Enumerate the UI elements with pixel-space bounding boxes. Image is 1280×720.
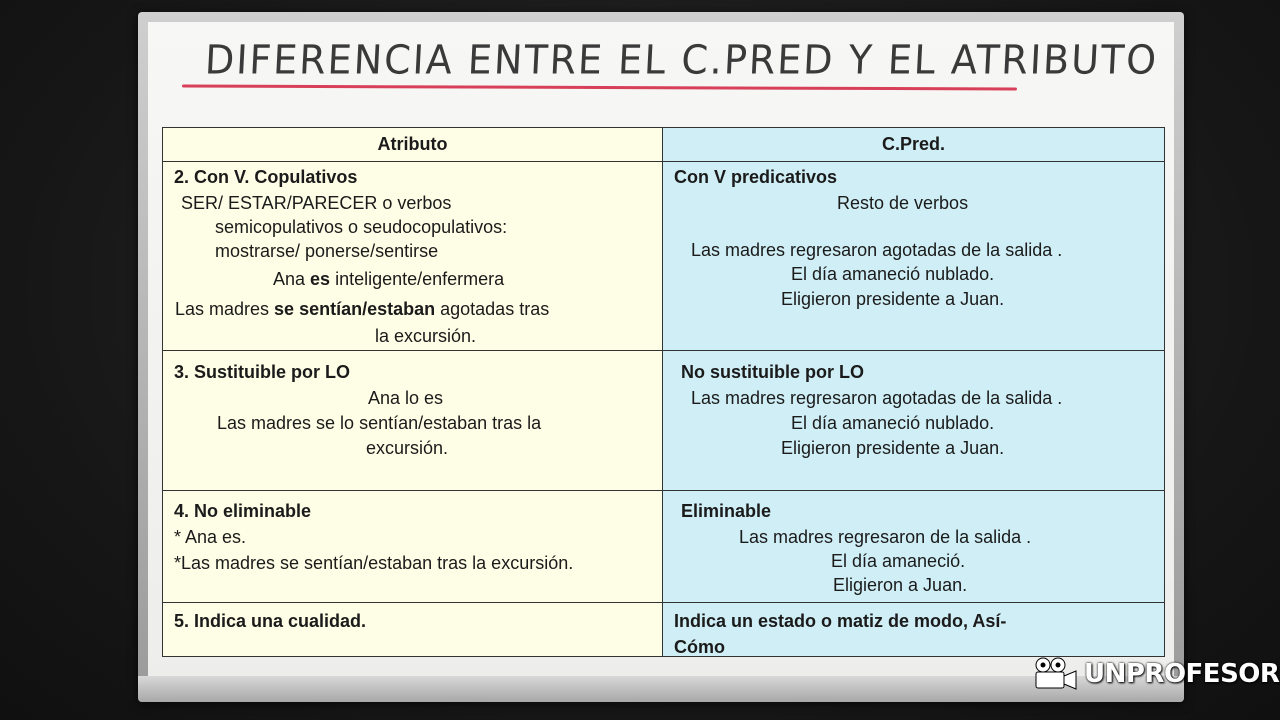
cell-cpred-predicativos	[663, 162, 1165, 351]
cell-cpred-no-sustituible	[663, 351, 1165, 491]
cell-atributo-copulativos	[163, 162, 663, 351]
board-title: DIFERENCIA ENTRE EL C.PRED Y EL ATRIBUTO	[203, 36, 1160, 84]
cell-text: Las madres se sentían/estaban agotadas tras	[175, 299, 550, 319]
cell-heading: Cómo	[674, 637, 725, 657]
cell-text: El día amaneció.	[831, 551, 966, 571]
cell-atributo-cualidad	[163, 603, 663, 657]
cell-text: excursión.	[366, 438, 449, 458]
whiteboard-ledge	[138, 676, 1184, 702]
cell-heading: 3. Sustituible por LO	[174, 362, 351, 382]
cell-heading: Indica un estado o matiz de modo, Así-	[674, 611, 1007, 631]
film-camera-icon	[1032, 656, 1078, 692]
header-cpred: C.Pred.	[663, 128, 1165, 162]
unprofesor-logo	[1032, 654, 1279, 694]
cell-text: El día amaneció nublado.	[791, 264, 995, 284]
comparison-table	[162, 127, 1165, 657]
cell-text: semicopulativos o seudocopulativos:	[215, 217, 508, 237]
cell-text: El día amaneció nublado.	[791, 413, 995, 433]
cell-text: *Las madres se sentían/estaban tras la excursión.	[174, 553, 574, 573]
cell-heading: 2. Con V. Copulativos	[174, 167, 358, 187]
cell-text: SER/ ESTAR/PARECER o verbos	[181, 193, 452, 213]
cell-heading: 5. Indica una cualidad.	[174, 611, 367, 631]
cell-text: la excursión.	[375, 326, 477, 346]
cell-text: Ana es inteligente/enfermera	[273, 269, 505, 289]
cell-heading: Con V predicativos	[674, 167, 838, 187]
cell-heading: No sustituible por LO	[681, 362, 864, 382]
cell-text: Eligieron a Juan.	[833, 575, 968, 595]
logo-text: UNPROFESOR	[1084, 659, 1280, 689]
cell-atributo-no-eliminable	[163, 491, 663, 603]
cell-text: Eligieron presidente a Juan.	[781, 289, 1005, 309]
cell-heading: Eliminable	[681, 501, 772, 521]
cell-text: Resto de verbos	[837, 193, 969, 213]
cell-text: * Ana es.	[174, 527, 247, 547]
cell-text: Las madres se lo sentían/estaban tras la	[217, 413, 542, 433]
cell-text: Las madres regresaron agotadas de la salida .	[691, 240, 1063, 260]
cell-text: Las madres regresaron agotadas de la salida .	[691, 388, 1063, 408]
cell-cpred-eliminable	[663, 491, 1165, 603]
cell-atributo-sustituible	[163, 351, 663, 491]
cell-text: Ana lo es	[368, 388, 444, 408]
cell-heading: 4. No eliminable	[174, 501, 312, 521]
cell-text: Las madres regresaron de la salida .	[739, 527, 1032, 547]
cell-text: mostrarse/ ponerse/sentirse	[215, 241, 439, 261]
cell-text: Eligieron presidente a Juan.	[781, 438, 1005, 458]
header-atributo: Atributo	[163, 128, 663, 162]
cell-cpred-estado	[663, 603, 1165, 657]
